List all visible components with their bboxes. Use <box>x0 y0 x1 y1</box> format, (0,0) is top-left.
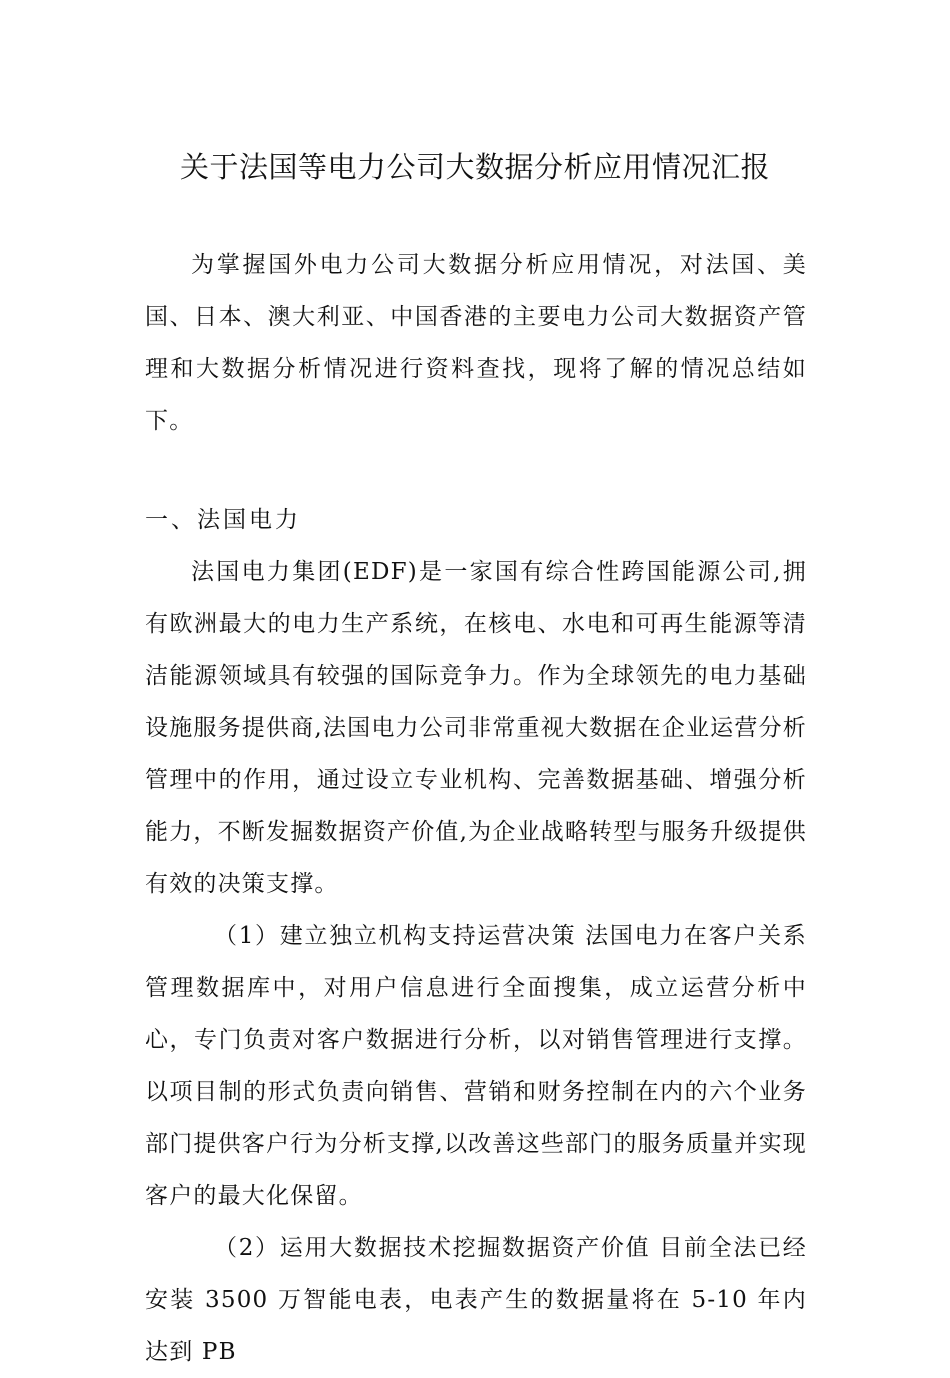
section-heading-france: 一、法国电力 <box>145 507 301 533</box>
intro-paragraph: 为掌握国外电力公司大数据分析应用情况，对法国、美国、日本、澳大利亚、中国香港的主要电力公司大数据资产管理和大数据分析情况进行资料查找，现将了解的情况总结如下。 <box>145 252 807 434</box>
document-body <box>145 239 807 1378</box>
edf-overview-paragraph: 法国电力集团(EDF)是一家国有综合性跨国能源公司,拥有欧洲最大的电力生产系统，在核电、水电和可再生能源等清洁能源领域具有较强的国际竞争力。作为全球领先的电力基础设施服务提供商,法国电力公司非常重视大数据在企业运营分析管理中的作用，通过设立专业机构、完善数据基础、增强分析能力，不断发掘数据资产价值,为企业战略转型与服务升级提供有效的决策支撑。 <box>145 559 807 897</box>
list-item-2-paragraph: （2）运用大数据技术挖掘数据资产价值 目前全法已经安装 3500 万智能电表，电表产生的数据量将在 5-10 年内达到 PB <box>145 1235 807 1365</box>
document-title: 关于法国等电力公司大数据分析应用情况汇报 <box>179 150 770 184</box>
list-item-1-paragraph: （1）建立独立机构支持运营决策 法国电力在客户关系管理数据库中，对用户信息进行全面搜集，成立运营分析中心，专门负责对客户数据进行分析，以对销售管理进行支撑。以项目制的形式负责向销售、营销和财务控制在内的六个业务部门提供客户行为分析支撑,以改善这些部门的服务质量并实现客户的最大化保留。 <box>145 923 807 1209</box>
